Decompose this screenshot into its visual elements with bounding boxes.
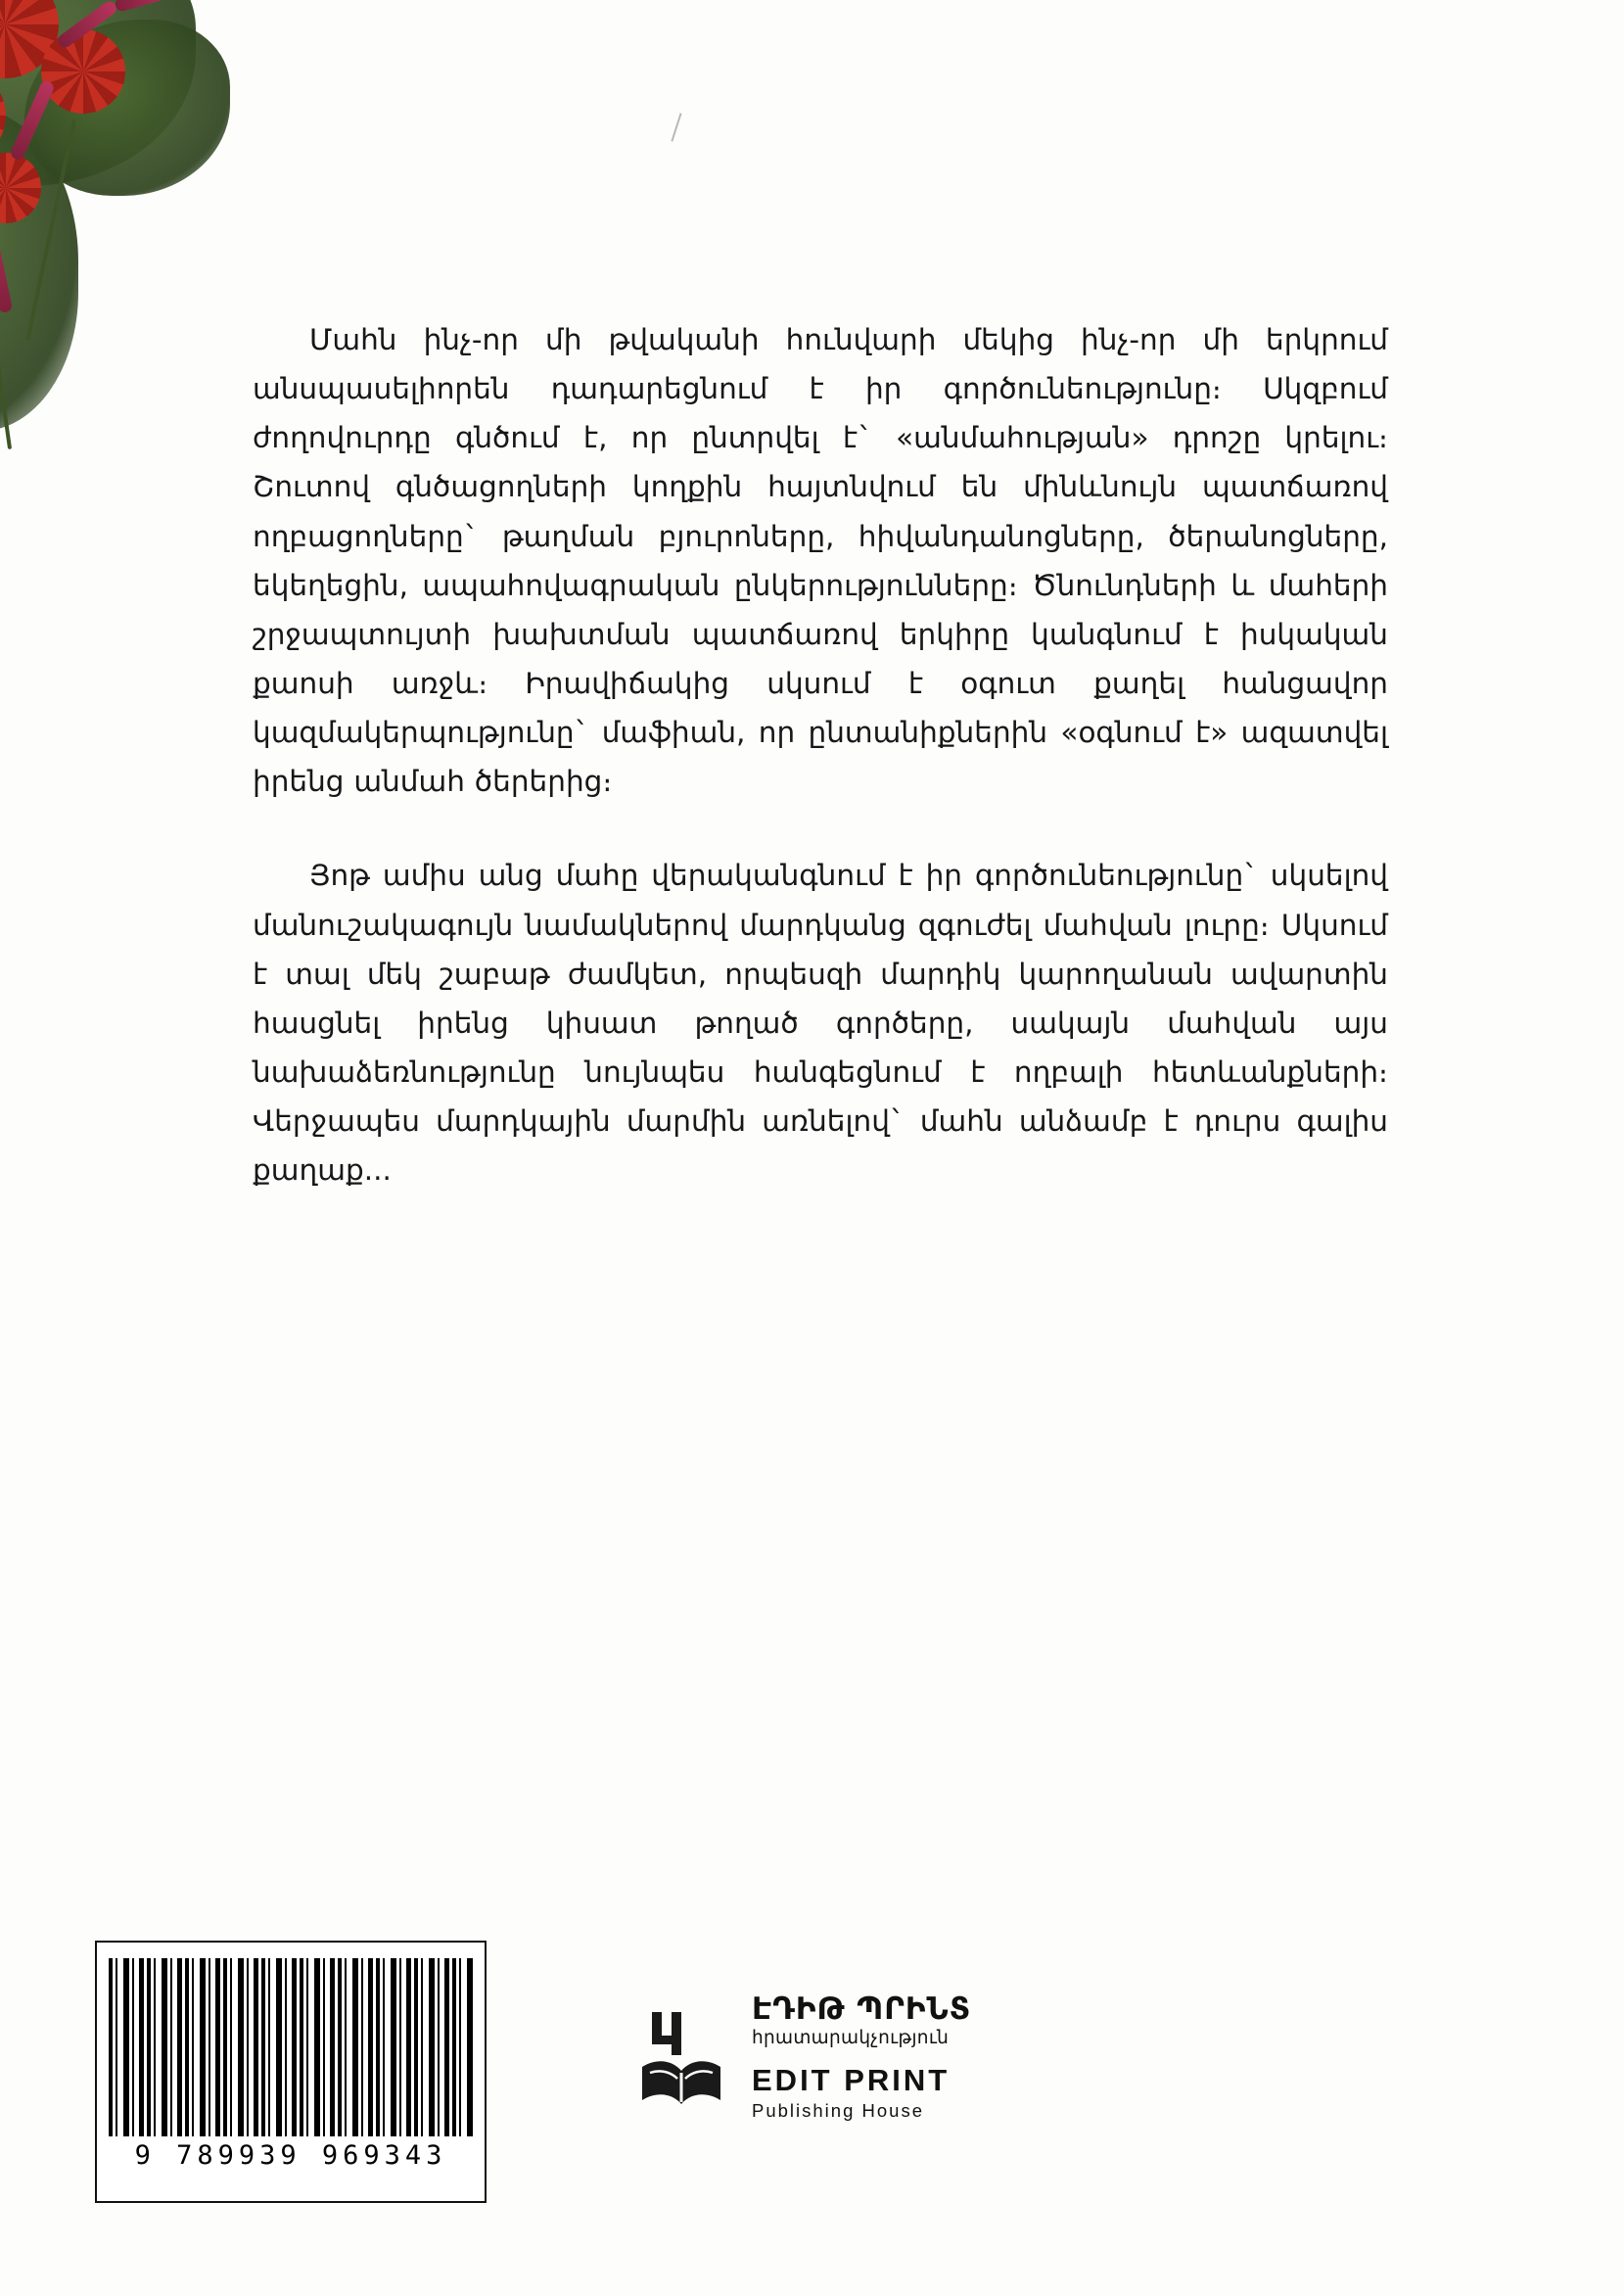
publisher-name-en: EDIT PRINT — [752, 2063, 951, 2098]
publisher-names — [752, 1992, 971, 2122]
blurb-paragraph: Յոթ ամիս անց մահը վերականգնում է իր գործունեությունը` սկսելով մանուշակագույն նամակներով մարդկանց զգուժել մահվան լուրը։ Սկսում է տալ մեկ շաբաթ ժամկետ, որպեսզի մարդիկ կարողանան ավարտին հասցնել իրենց կիսատ թողած գործերը, սակայն մահվան այս նախաձեռնությունը նույնպես հանգեցնում է ողբալի հետևանքների։ Վերջապես մարդկային մարմին առնելով` մահն անձամբ է դուրս գալիս քաղաք... — [253, 859, 1388, 1188]
stray-mark — [671, 113, 681, 141]
blurb-paragraph: Մահն ինչ-որ մի թվականի հունվարի մեկից ինչ-որ մի երկրում անսպասելիորեն դադարեցնում է իր գործունեությունը։ Սկզբում ժողովուրդը գնծում է, որ ընտրվել է` «անմահության» դրոշը կրելու։ Շուտով գնծացողների կողքին հայտնվում են մինևնույն պատճառով ողբացողները` թաղման բյուրոները, հիվանդանոցները, ծերանոցները, եկեղեցին, ապահովագրական ընկերությունները։ Ծնունդների և մահերի շրջապտույտի խախտման պատճառով երկիրը կանգնում է իսկական քաոսի առջև։ Իրավիճակից սկսում է օգուտ քաղել հանցավոր կազմակերպությունը` մաֆիան, որ ընտանիքներին «օգնում է» ազատվել իրենց անմահ ծերերից։ — [253, 323, 1388, 799]
publisher-block — [636, 1992, 971, 2122]
leaf-cluster-icon — [0, 108, 78, 431]
sprig-icon — [56, 0, 119, 50]
sprig-icon — [9, 79, 56, 162]
barcode-bars — [109, 1958, 473, 2136]
open-book-logo-icon — [636, 2006, 726, 2108]
flower-icon — [41, 29, 125, 114]
sprig-icon — [0, 206, 13, 314]
publisher-name-hy: ԷԴԻԹ ՊՐԻՆՏ — [752, 1991, 972, 2027]
publisher-subtitle-hy: հրատարակչություն — [752, 2027, 950, 2048]
sprig-icon — [114, 0, 174, 13]
leaf-cluster-icon — [0, 0, 196, 186]
publisher-subtitle-en: Publishing House — [752, 2100, 924, 2122]
barcode-digits: 9 789939 969343 — [134, 2140, 447, 2171]
leaf-cluster-icon — [24, 20, 230, 196]
flower-icon — [0, 0, 59, 78]
flower-icon — [0, 153, 41, 223]
stem-icon — [0, 197, 12, 449]
blurb-text — [253, 315, 1388, 1195]
isbn-barcode — [95, 1941, 487, 2203]
flower-icon — [0, 69, 6, 163]
stem-icon — [25, 119, 76, 341]
